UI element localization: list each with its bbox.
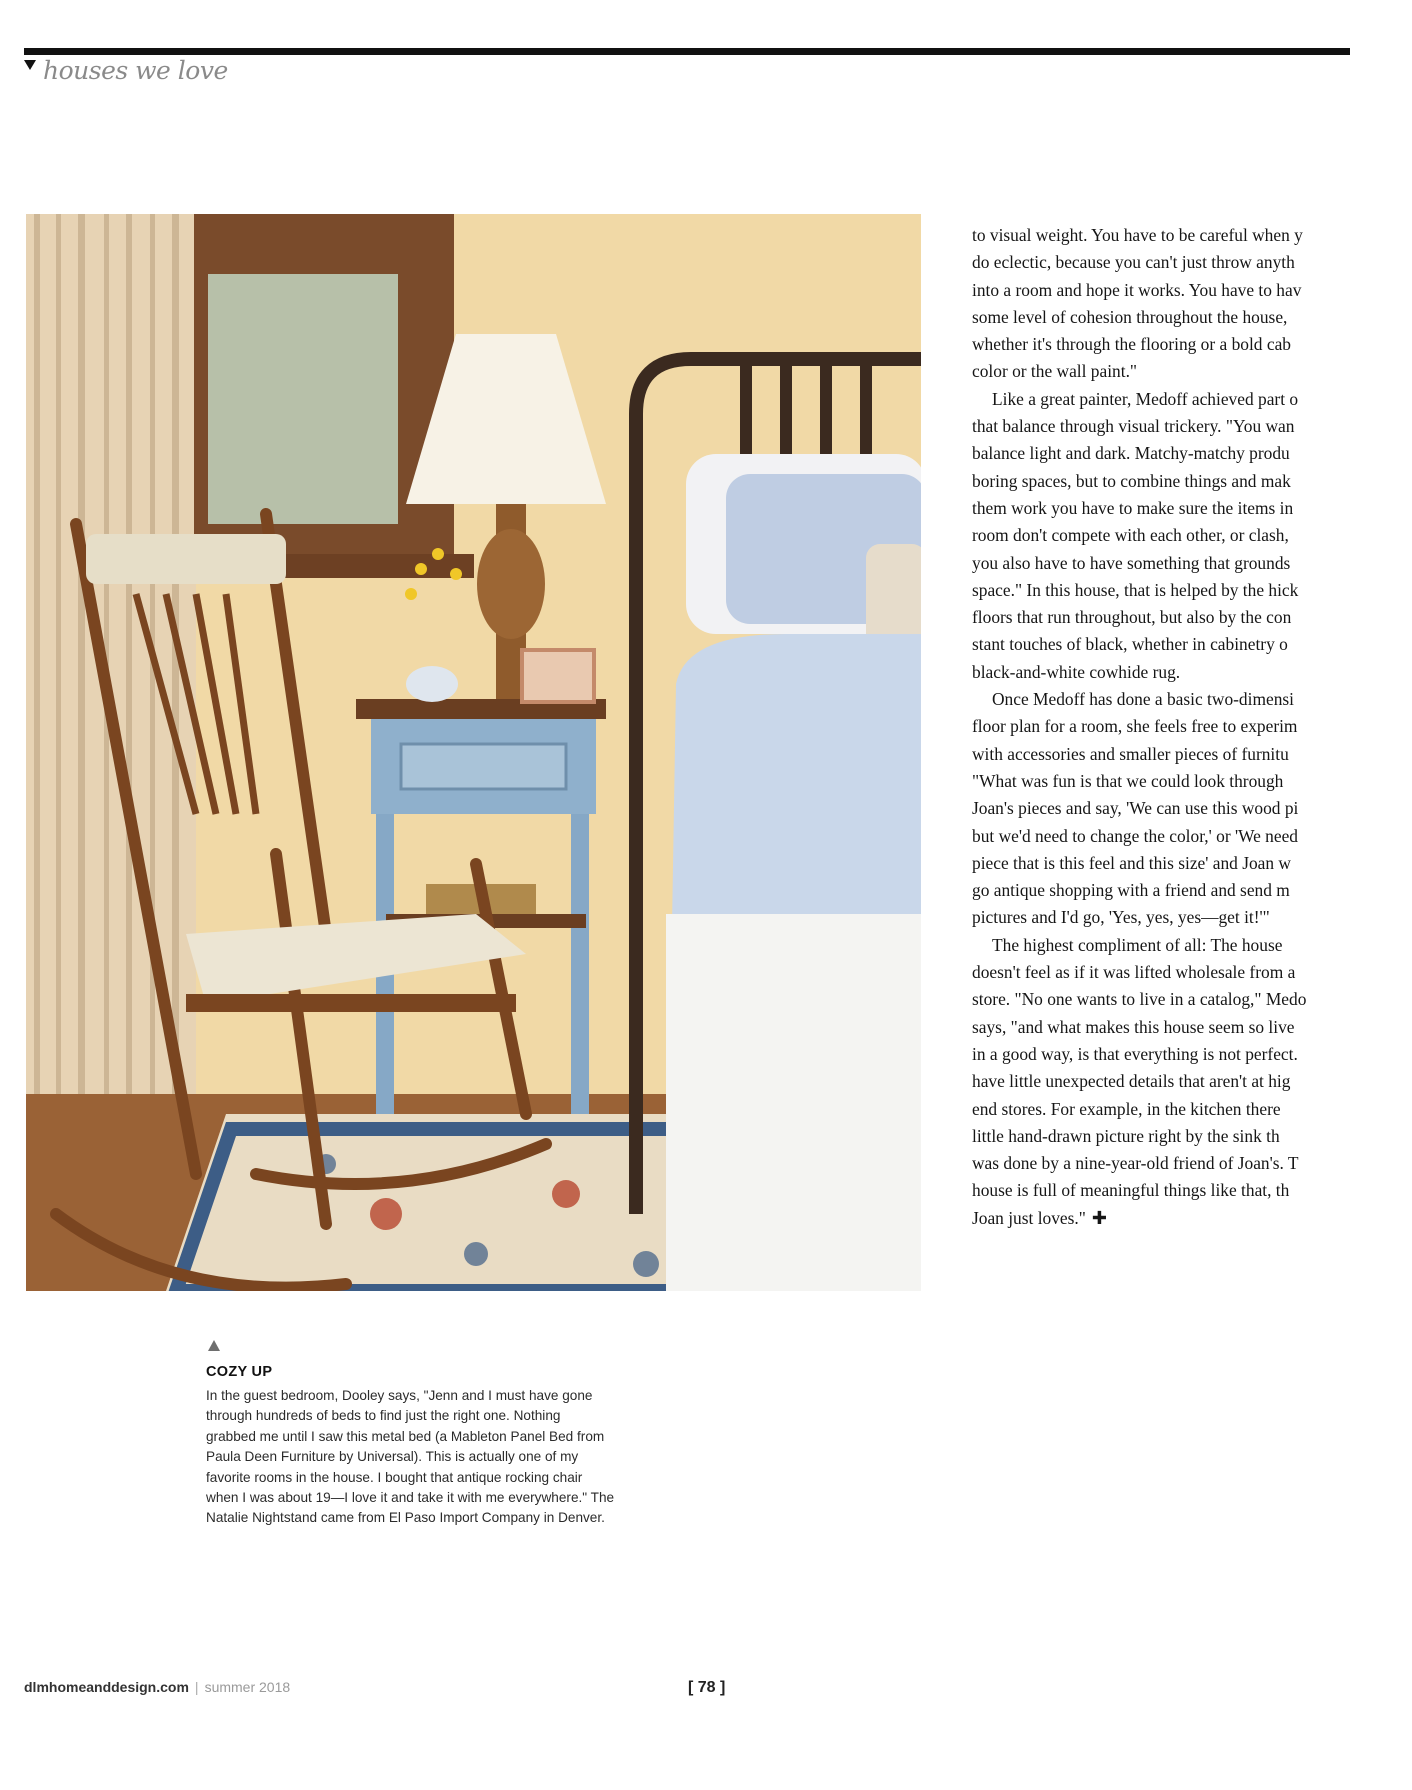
article-line: them work you have to make sure the items in xyxy=(972,497,1294,518)
footer-site-url[interactable]: dlmhomeanddesign.com xyxy=(24,1679,189,1695)
caption-line: Paula Deen Furniture by Universal). This is actually one of my xyxy=(206,1449,579,1465)
caption-arrow-icon xyxy=(208,1340,220,1351)
caption-line: In the guest bedroom, Dooley says, "Jenn and I must have gone xyxy=(206,1388,593,1403)
article-line: was done by a nine-year-old friend of Joan's. T xyxy=(972,1153,1299,1174)
article-line: have little unexpected details that aren't at hig xyxy=(972,1071,1291,1092)
article-line: Joan's pieces and say, 'We can use this wood pi xyxy=(972,798,1299,819)
article-line: to visual weight. You have to be careful when y xyxy=(972,225,1303,245)
footer-issue: summer 2018 xyxy=(204,1679,291,1695)
caption-body xyxy=(206,1386,686,1529)
article-line: black-and-white cowhide rug. xyxy=(972,661,1181,682)
article-line: says, "and what makes this house seem so live xyxy=(972,1016,1295,1037)
article-line: that balance through visual trickery. "You wan xyxy=(972,416,1295,437)
article-line: Joan just loves." xyxy=(972,1207,1086,1228)
article-line: end stores. For example, in the kitchen there xyxy=(972,1098,1281,1119)
end-mark-icon: ✚ xyxy=(1091,1207,1107,1229)
bedroom-illustration xyxy=(26,214,921,1291)
caption-line: through hundreds of beds to find just the right one. Nothing xyxy=(206,1408,561,1424)
article-line: go antique shopping with a friend and send m xyxy=(972,880,1290,901)
article-line: floors that run throughout, but also by the con xyxy=(972,607,1292,628)
article-line: color or the wall paint." xyxy=(972,361,1138,382)
article-line: some level of cohesion throughout the house, xyxy=(972,306,1288,327)
article-line: house is full of meaningful things like that, th xyxy=(972,1180,1290,1201)
caption-title: COZY UP xyxy=(206,1364,273,1380)
footer-separator: | xyxy=(194,1679,199,1695)
article-line: store. "No one wants to live in a catalog," Medo xyxy=(972,989,1307,1010)
article-line: but we'd need to change the color,' or 'We need xyxy=(972,825,1299,846)
article-last-line xyxy=(972,1205,1346,1232)
article-line: The highest compliment of all: The house xyxy=(992,934,1283,955)
article-line: do eclectic, because you can't just throw anyth xyxy=(972,252,1295,273)
article-line: whether it's through the flooring or a bold cab xyxy=(972,334,1291,355)
bedroom-photo xyxy=(26,214,921,1291)
article-line: you also have to have something that grounds xyxy=(972,552,1291,573)
article-line: Once Medoff has done a basic two-dimensi xyxy=(992,689,1295,710)
footer-site xyxy=(24,1679,290,1695)
article-line: little hand-drawn picture right by the sink th xyxy=(972,1125,1280,1146)
caption-line: favorite rooms in the house. I bought that antique rocking chair xyxy=(206,1469,583,1485)
article-line: floor plan for a room, she feels free to experim xyxy=(972,716,1298,737)
article-line: into a room and hope it works. You have to hav xyxy=(972,279,1302,300)
page-number: [ 78 ] xyxy=(688,1679,726,1696)
article-line: room don't compete with each other, or clash, xyxy=(972,525,1289,546)
article-line: pictures and I'd go, 'Yes, yes, yes—get it!'" xyxy=(972,907,1270,928)
article-line: boring spaces, but to combine things and mak xyxy=(972,470,1291,491)
article-line: stant touches of black, whether in cabinetry o xyxy=(972,634,1288,655)
article-line: balance light and dark. Matchy-matchy produ xyxy=(972,443,1290,464)
section-arrow-icon xyxy=(24,60,36,70)
caption-line: Natalie Nightstand came from El Paso Import Company in Denver. xyxy=(206,1510,605,1526)
article-line: "What was fun is that we could look through xyxy=(972,770,1284,791)
section-label: houses we love xyxy=(43,56,228,85)
article-line: in a good way, is that everything is not perfect. xyxy=(972,1043,1298,1064)
article-line: with accessories and smaller pieces of furnitu xyxy=(972,743,1289,764)
article-line: Like a great painter, Medoff achieved part o xyxy=(992,388,1299,409)
caption-line: when I was about 19—I love it and take it with me everywhere." The xyxy=(206,1490,615,1506)
article-body xyxy=(972,222,1346,1232)
top-rule xyxy=(24,48,1350,55)
article-line: piece that is this feel and this size' and Joan w xyxy=(972,852,1291,873)
article-line: doesn't feel as if it was lifted wholesale from a xyxy=(972,962,1296,983)
article-line: space." In this house, that is helped by the hick xyxy=(972,579,1299,600)
caption-line: grabbed me until I saw this metal bed (a Mableton Panel Bed from xyxy=(206,1428,605,1444)
